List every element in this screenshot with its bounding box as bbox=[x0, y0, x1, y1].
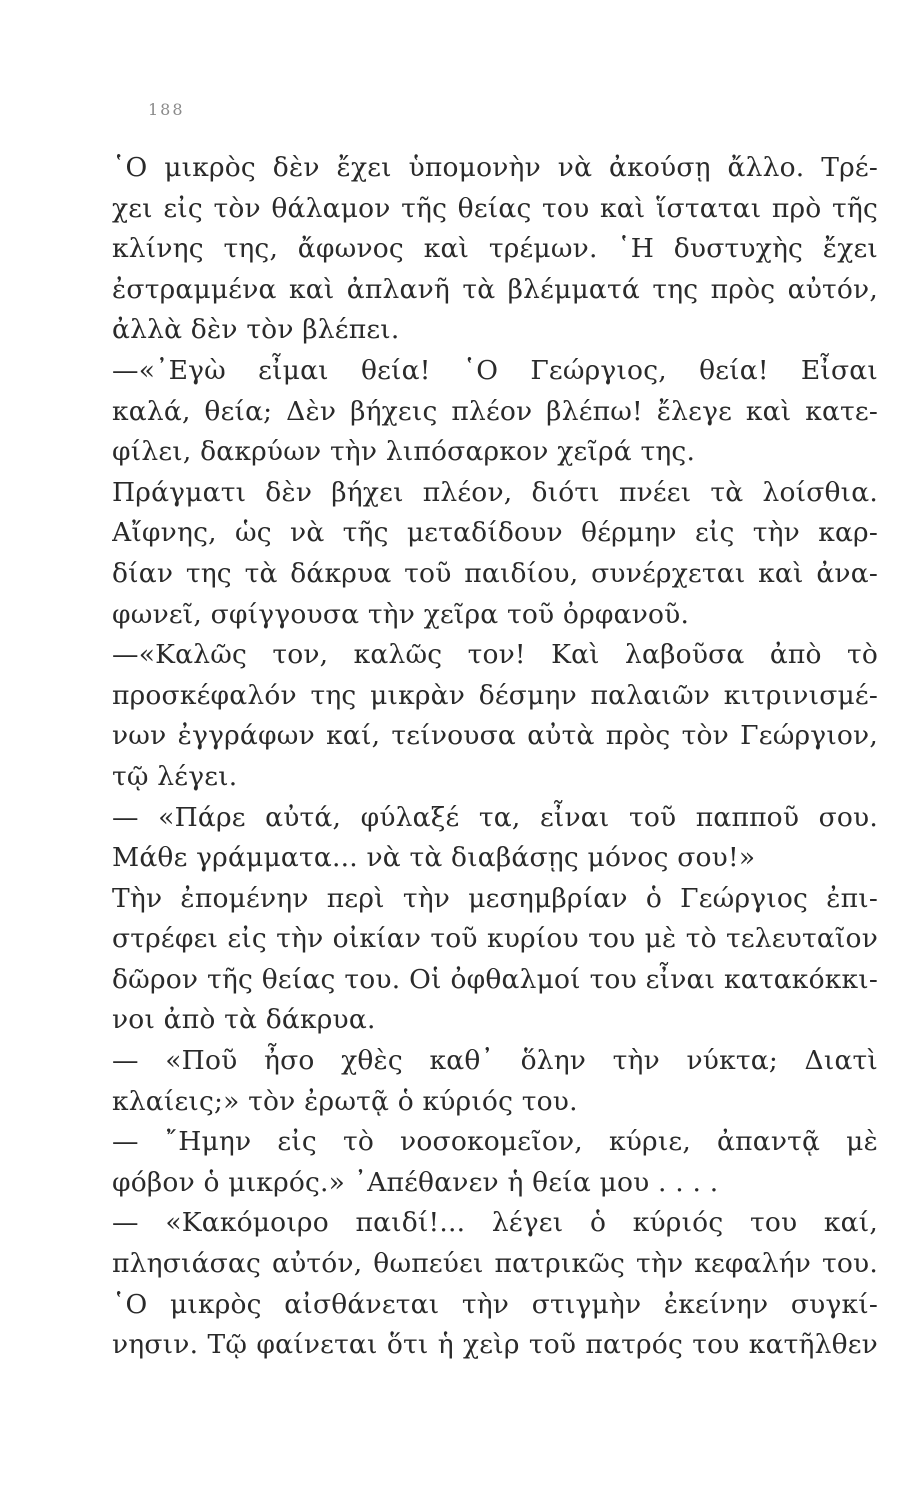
text-line: ῾Ο μικρὸς αἰσθάνεται τὴν στιγμὴν ἐκείνην συγκί- bbox=[112, 1288, 878, 1320]
text-line: Πράγματι δὲν βήχει πλέον, διότι πνέει τὰ λοίσθια. bbox=[112, 476, 878, 508]
text-line: φόβον ὁ μικρός.» ᾿Απέθανεν ἡ θεία μου . . . . bbox=[112, 1166, 719, 1198]
text-line: στρέφει εἰς τὴν οἰκίαν τοῦ κυρίου του μὲ τὸ τελευταῖον bbox=[112, 923, 878, 955]
text-line: —«Καλῶς τον, καλῶς τον! Καὶ λαβοῦσα ἀπὸ τὸ bbox=[112, 639, 878, 671]
text-line: νοι ἀπὸ τὰ δάκρυα. bbox=[112, 1004, 376, 1036]
text-line: ἀλλὰ δὲν τὸν βλέπει. bbox=[112, 314, 400, 346]
text-line: Μάθε γράμματα... νὰ τὰ διαβάσῃς μόνος σου!» bbox=[112, 842, 756, 874]
text-line: φωνεῖ, σφίγγουσα τὴν χεῖρα τοῦ ὀρφανοῦ. bbox=[112, 598, 690, 630]
text-line: — «Πάρε αὐτά, φύλαξέ τα, εἶναι τοῦ παπποῦ σου. bbox=[112, 801, 878, 833]
text-line: ῾Ο μικρὸς δὲν ἔχει ὑπομονὴν νὰ ἀκούσῃ ἄλλο. Τρέ- bbox=[112, 152, 878, 183]
text-line: προσκέφαλόν της μικρὰν δέσμην παλαιῶν κιτρινισμέ- bbox=[112, 679, 878, 711]
text-line: — ῎Ημην εἰς τὸ νοσοκομεῖον, κύριε, ἀπαντᾷ μὲ bbox=[112, 1126, 878, 1158]
text-line: χει εἰς τὸν θάλαμον τῆς θείας του καὶ ἵσταται πρὸ τῆς bbox=[112, 192, 878, 224]
text-line: τῷ λέγει. bbox=[112, 760, 238, 792]
text-line: νων ἐγγράφων καί, τείνουσα αὐτὰ πρὸς τὸν Γεώργιον, bbox=[112, 720, 878, 752]
text-line: καλά, θεία; Δὲν βήχεις πλέον βλέπω! ἔλεγε καὶ κατε- bbox=[112, 395, 878, 427]
text-line: —«᾿Εγὼ εἶμαι θεία! ῾Ο Γεώργιος, θεία! Εἶσαι bbox=[112, 354, 878, 386]
text-line: κλαίεις;» τὸν ἐρωτᾷ ὁ κύριός του. bbox=[112, 1085, 578, 1117]
text-line: φίλει, δακρύων τὴν λιπόσαρκον χεῖρά της. bbox=[112, 436, 696, 468]
text-line: δῶρον τῆς θείας του. Οἱ ὀφθαλμοί του εἶναι κατακόκκι- bbox=[112, 963, 878, 995]
text-line: ἐστραμμένα καὶ ἀπλανῆ τὰ βλέμματά της πρὸς αὐτόν, bbox=[112, 273, 878, 305]
text-line: — «Ποῦ ἦσο χθὲς καθ᾿ ὅλην τὴν νύκτα; Διατὶ bbox=[112, 1045, 878, 1077]
text-line: νησιν. Τῷ φαίνεται ὅτι ἡ χεὶρ τοῦ πατρός του κατῆλθεν bbox=[112, 1329, 878, 1361]
text-line: πλησιάσας αὐτόν, θωπεύει πατρικῶς τὴν κεφαλήν του. bbox=[112, 1248, 878, 1280]
page-number: 188 bbox=[148, 100, 185, 119]
body-text bbox=[112, 148, 878, 1366]
text-line: κλίνης της, ἄφωνος καὶ τρέμων. ῾Η δυστυχὴς ἔχει bbox=[112, 233, 878, 265]
text-line: δίαν της τὰ δάκρυα τοῦ παιδίου, συνέρχεται καὶ ἀνα- bbox=[112, 557, 878, 589]
text-line: Τὴν ἐπομένην περὶ τὴν μεσημβρίαν ὁ Γεώργιος ἐπι- bbox=[112, 882, 878, 914]
text-line: Αἴφνης, ὡς νὰ τῆς μεταδίδουν θέρμην εἰς τὴν καρ- bbox=[112, 517, 878, 549]
text-line: — «Κακόμοιρο παιδί!... λέγει ὁ κύριός του καί, bbox=[112, 1207, 878, 1239]
